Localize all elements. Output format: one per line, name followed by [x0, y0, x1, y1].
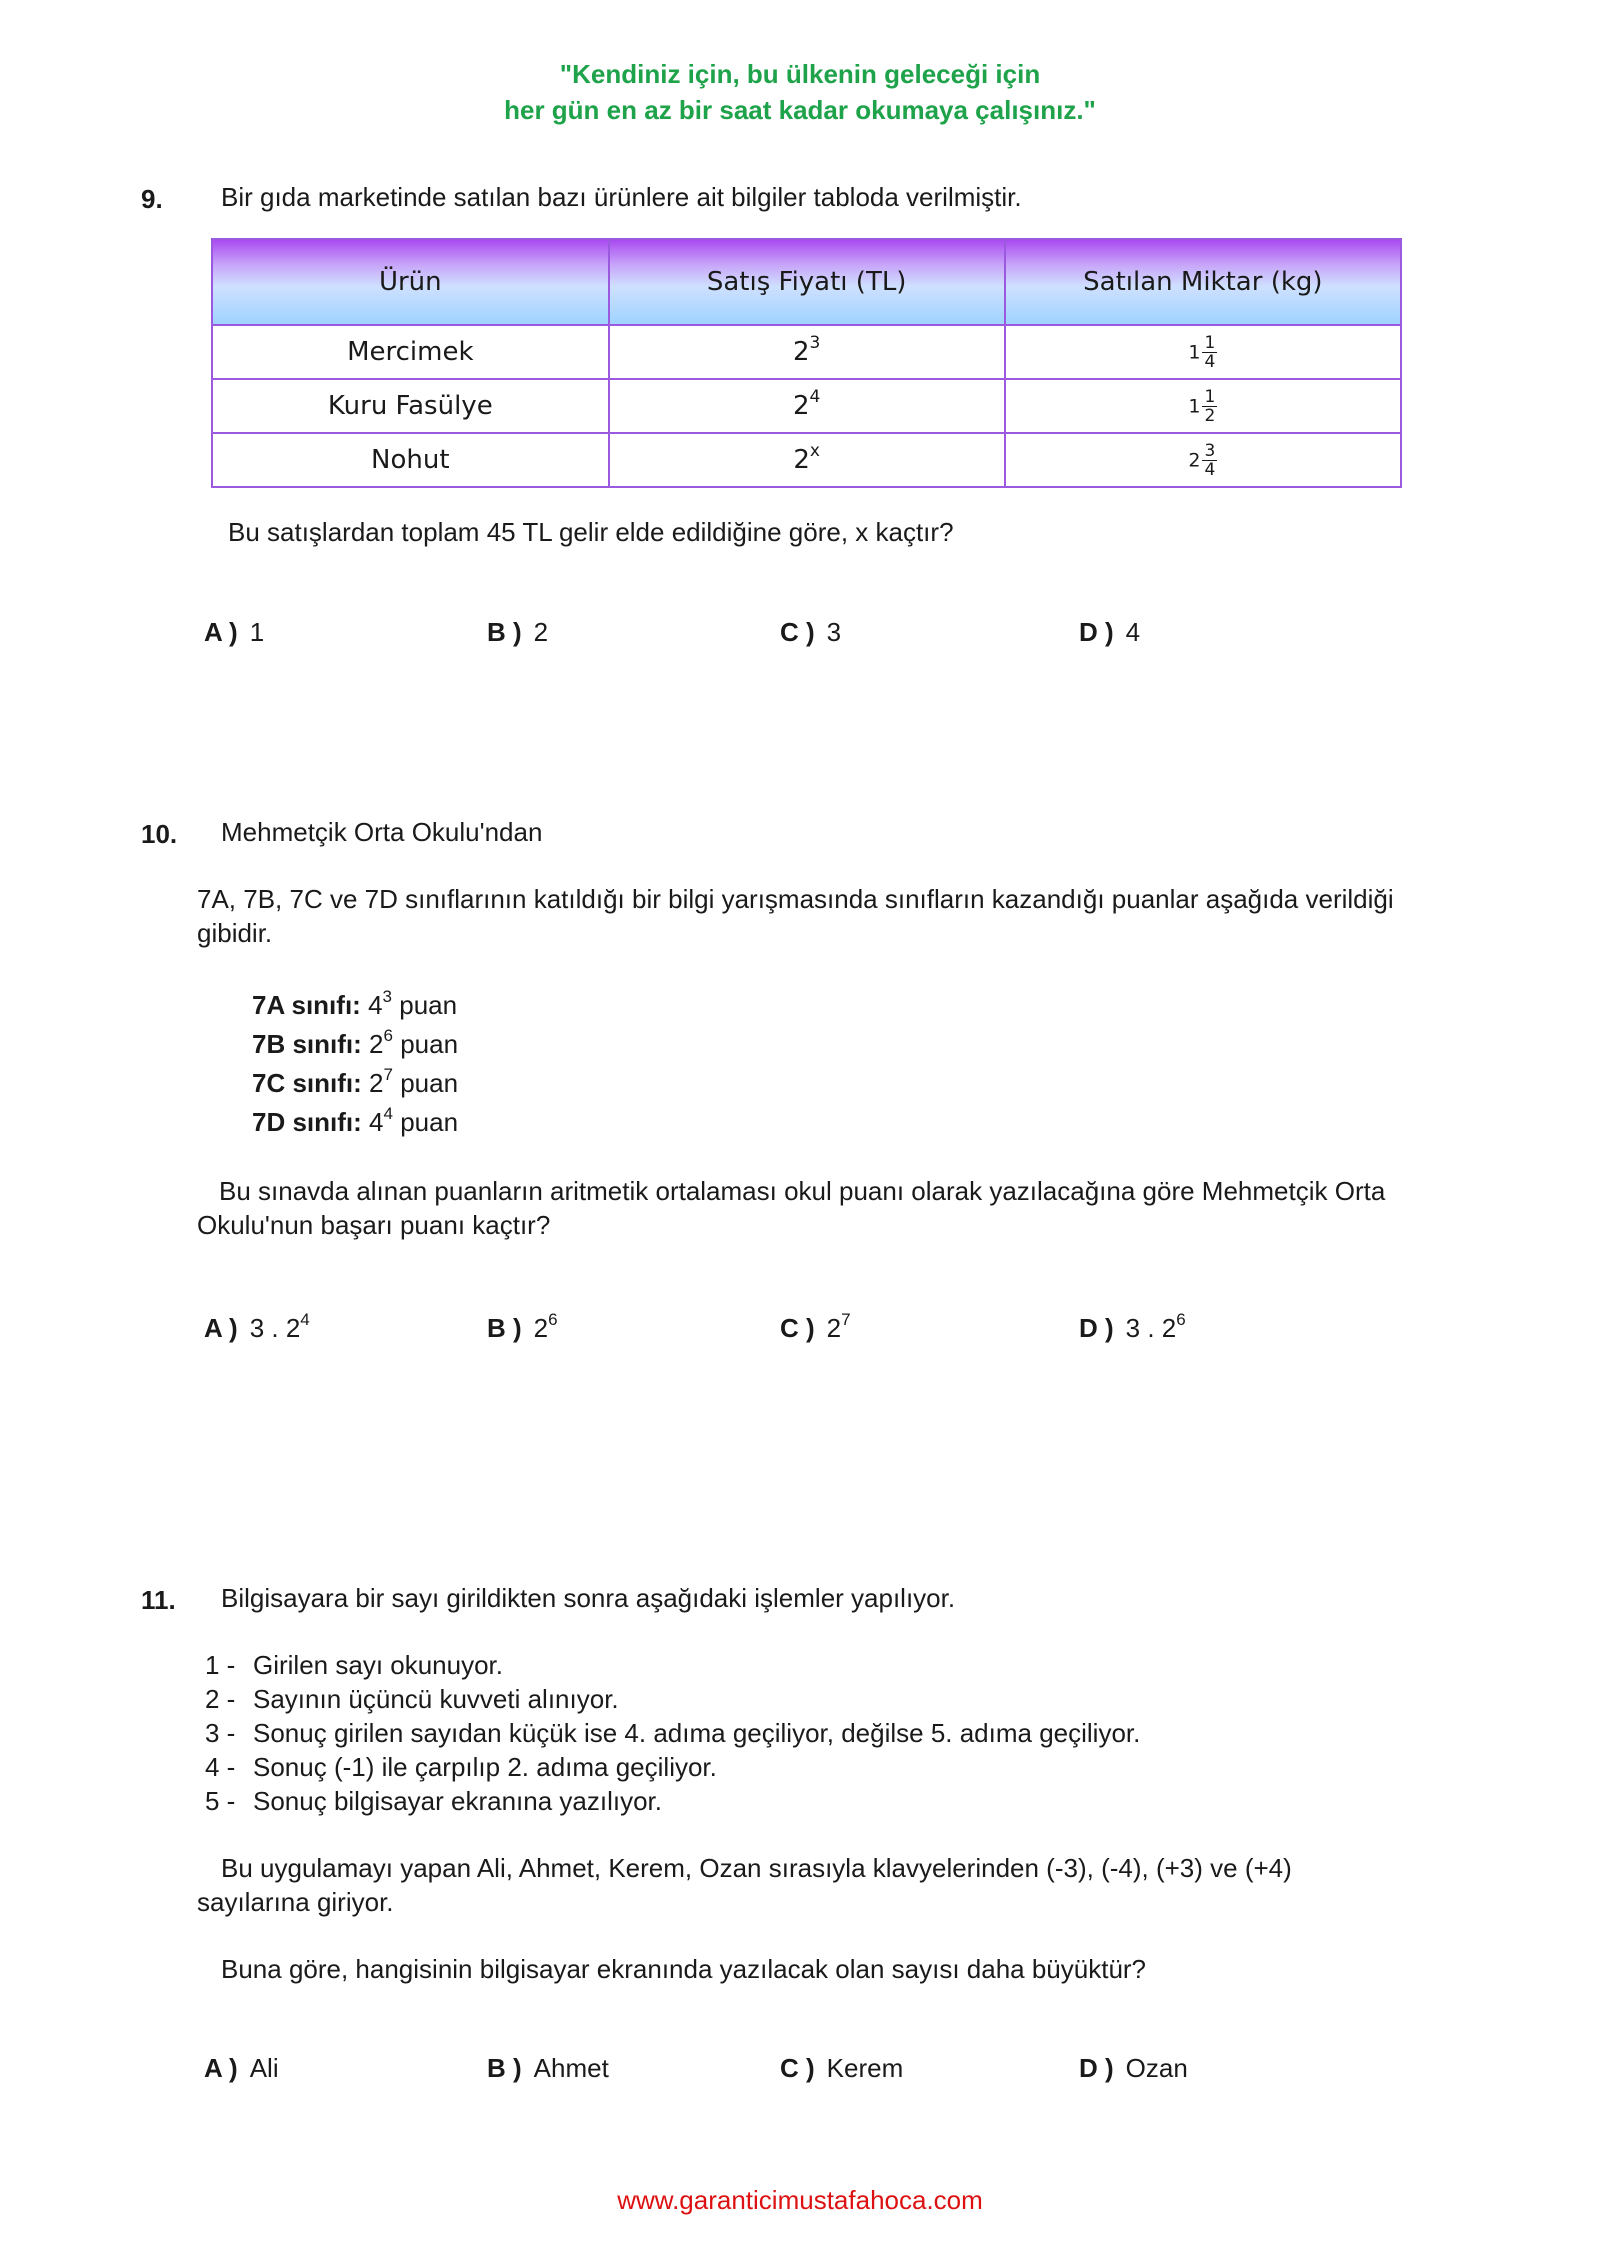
score-7d: 7D sınıfı: $4^4$ puan	[252, 1104, 459, 1137]
question-11-text: Bilgisayara bir sayı girildikten sonra aşağıdaki işlemler yapılıyor.	[221, 1583, 956, 1613]
step-1: 1 - Girilen sayı okunuyor.	[205, 1650, 504, 1680]
q10-option-b[interactable]: B ) $2^6$	[487, 1310, 558, 1343]
step-4: 4 - Sonuç (-1) ile çarpılıp 2. adıma geçiliyor.	[205, 1752, 717, 1782]
price-cell: $2^4$	[609, 379, 1005, 433]
products-table	[211, 238, 1402, 488]
quantity-cell: 1 $\frac{1}{2}$	[1005, 379, 1401, 433]
q11-option-b[interactable]: B ) Ahmet	[487, 2053, 609, 2083]
table-row	[212, 433, 1401, 487]
question-9-text: Bir gıda marketinde satılan bazı ürünlere ait bilgiler tabloda verilmiştir.	[221, 182, 1022, 212]
product-cell: Nohut	[212, 433, 609, 487]
motto-line-2: her gün en az bir saat kadar okumaya çalışınız."	[504, 95, 1096, 125]
q9-option-d[interactable]: D ) 4	[1079, 617, 1141, 647]
score-7b: 7B sınıfı: $2^6$ puan	[252, 1026, 459, 1059]
header-quantity: Satılan Miktar (kg)	[1005, 239, 1401, 325]
question-9-prompt: Bu satışlardan toplam 45 TL gelir elde edildiğine göre, x kaçtır?	[228, 517, 954, 547]
price-cell: $2^3$	[609, 325, 1005, 379]
quantity-cell: 1 $\frac{1}{4}$	[1005, 325, 1401, 379]
q10-option-d[interactable]: D ) 3 . $2^6$	[1079, 1310, 1186, 1343]
question-11-paragraph-line2: sayılarına giriyor.	[197, 1887, 394, 1917]
score-7a: 7A sınıfı: $4^3$ puan	[252, 987, 458, 1020]
question-10-number: 10.	[141, 819, 178, 849]
table-header-row	[212, 239, 1401, 325]
motto-line-1: "Kendiniz için, bu ülkenin geleceği için	[559, 59, 1041, 89]
q11-option-d[interactable]: D ) Ozan	[1079, 2053, 1188, 2083]
table-row	[212, 379, 1401, 433]
product-cell: Kuru Fasülye	[212, 379, 609, 433]
q9-option-a[interactable]: A ) 1	[204, 617, 265, 647]
step-5: 5 - Sonuç bilgisayar ekranına yazılıyor.	[205, 1786, 662, 1816]
q11-option-c[interactable]: C ) Kerem	[780, 2053, 904, 2083]
table-row	[212, 325, 1401, 379]
question-10-title: Mehmetçik Orta Okulu'ndan	[221, 817, 543, 847]
q9-option-c[interactable]: C ) 3	[780, 617, 842, 647]
quantity-cell: 2 $\frac{3}{4}$	[1005, 433, 1401, 487]
question-9-number: 9.	[141, 184, 163, 214]
q11-option-a[interactable]: A ) Ali	[204, 2053, 279, 2083]
q9-option-b[interactable]: B ) 2	[487, 617, 549, 647]
question-11-number: 11.	[141, 1585, 176, 1615]
step-2: 2 - Sayının üçüncü kuvveti alınıyor.	[205, 1684, 619, 1714]
question-10-prompt: Bu sınavda alınan puanların aritmetik ortalaması okul puanı olarak yazılacağına göre Mehmetçik Orta Okulu'nun başarı puanı kaçtır?	[197, 1176, 1386, 1240]
footer-url[interactable]: www.garanticimustafahoca.com	[617, 2185, 983, 2215]
price-cell: 2$^x$	[609, 433, 1005, 487]
score-7c: 7C sınıfı: $2^7$ puan	[252, 1065, 459, 1098]
question-10-intro: 7A, 7B, 7C ve 7D sınıflarının katıldığı bir bilgi yarışmasında sınıfların kazandığı puanlar aşağıda verildiği gibidir.	[197, 884, 1394, 948]
header-product: Ürün	[212, 239, 609, 325]
product-cell: Mercimek	[212, 325, 609, 379]
header-price: Satış Fiyatı (TL)	[609, 239, 1005, 325]
question-11-paragraph-line1: Bu uygulamayı yapan Ali, Ahmet, Kerem, Ozan sırasıyla klavyelerinden (-3), (-4), (+3) ve (+4)	[221, 1853, 1292, 1883]
question-11-prompt: Buna göre, hangisinin bilgisayar ekranında yazılacak olan sayısı daha büyüktür?	[221, 1954, 1147, 1984]
q10-option-c[interactable]: C ) $2^7$	[780, 1310, 851, 1343]
q10-option-a[interactable]: A ) 3 . $2^4$	[204, 1310, 310, 1343]
step-3: 3 - Sonuç girilen sayıdan küçük ise 4. adıma geçiliyor, değilse 5. adıma geçiliyor.	[205, 1718, 1141, 1748]
